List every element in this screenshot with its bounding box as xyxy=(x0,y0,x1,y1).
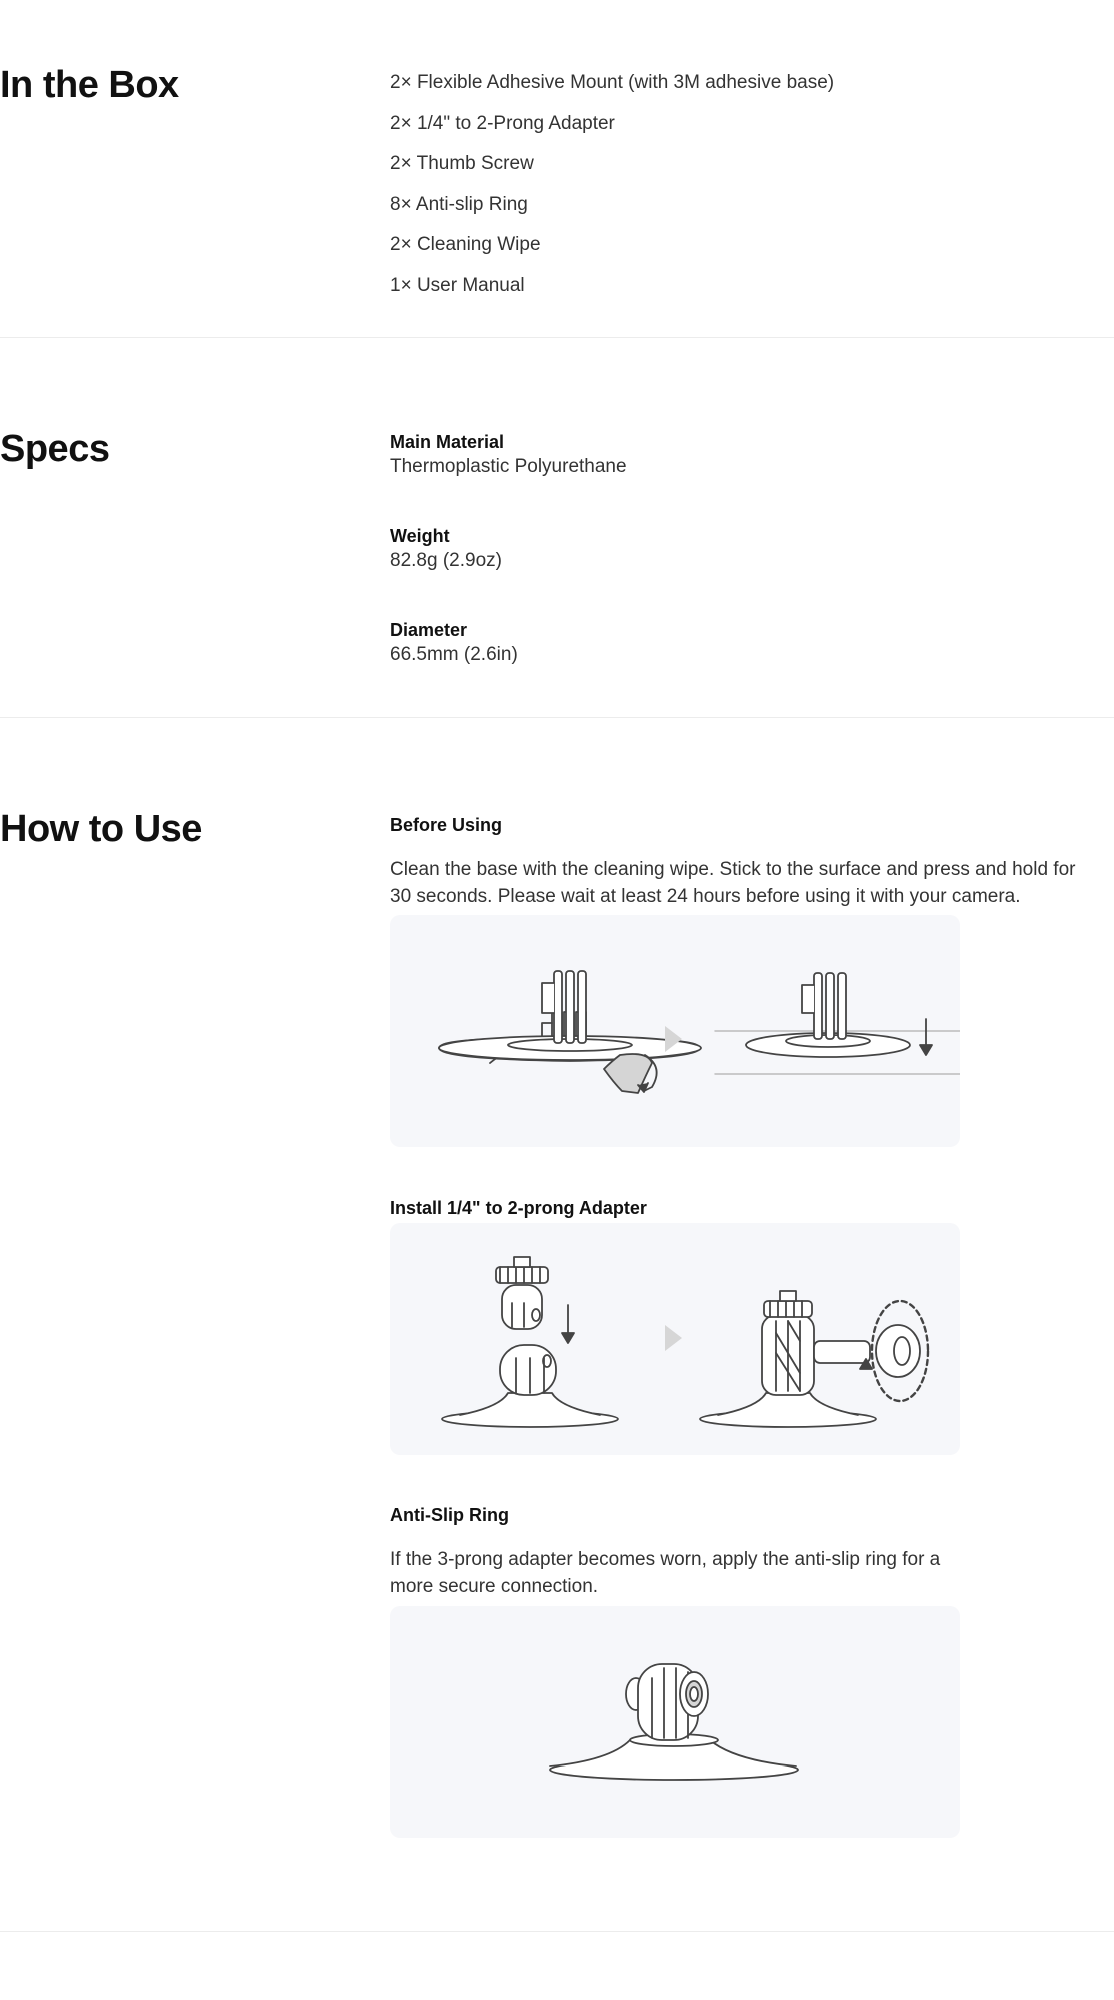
how-to-use-section xyxy=(0,718,1114,1932)
specs-title: Specs xyxy=(0,428,110,470)
how-to-use-title: How to Use xyxy=(0,808,202,850)
step-description: Clean the base with the cleaning wipe. Stick to the surface and press and hold for 30 seconds. Please wait at least 24 hours before using it with your camera. xyxy=(390,859,1076,907)
in-the-box-title: In the Box xyxy=(0,64,179,106)
specs-section xyxy=(0,338,1114,718)
in-the-box-list xyxy=(390,71,1090,314)
list-item: 2× Flexible Adhesive Mount (with 3M adhesive base) xyxy=(390,72,835,93)
mount-with-ring-icon xyxy=(550,1664,798,1780)
list-item: 2× Cleaning Wipe xyxy=(390,234,541,255)
spec-value: 82.8g (2.9oz) xyxy=(390,550,502,571)
anti-slip-ring-illustration xyxy=(390,1606,960,1838)
spec-label: Main Material xyxy=(390,432,505,452)
spec-item-material xyxy=(390,430,1090,480)
step-description: If the 3-prong adapter becomes worn, apply the anti-slip ring for a more secure connection. xyxy=(390,1549,941,1597)
step-heading-install-adapter: Install 1/4" to 2-prong Adapter xyxy=(390,1198,647,1218)
spec-item-weight xyxy=(390,524,1090,574)
spec-item-diameter xyxy=(390,618,1090,668)
list-item: 1× User Manual xyxy=(390,274,525,296)
list-item: 2× Thumb Screw xyxy=(390,153,534,174)
adapter-assembled-icon xyxy=(700,1291,928,1427)
list-item: 8× Anti-slip Ring xyxy=(390,193,528,215)
adapter-separate-icon xyxy=(442,1257,618,1427)
next-step-arrow-icon xyxy=(665,1325,682,1351)
mount-peel-icon xyxy=(439,971,701,1093)
spec-label: Weight xyxy=(390,526,450,546)
specs-list xyxy=(390,430,1090,712)
install-adapter-illustration xyxy=(390,1223,960,1455)
step-heading-before-using: Before Using xyxy=(390,815,503,835)
spec-label: Diameter xyxy=(390,620,468,640)
step-heading-anti-slip-ring: Anti-Slip Ring xyxy=(390,1505,509,1525)
spec-value: Thermoplastic Polyurethane xyxy=(390,456,627,477)
peel-and-stick-mount-illustration xyxy=(390,915,960,1147)
in-the-box-section xyxy=(0,0,1114,338)
spec-value: 66.5mm (2.6in) xyxy=(390,644,518,665)
mount-press-icon xyxy=(715,973,960,1074)
list-item: 2× 1/4" to 2-Prong Adapter xyxy=(390,112,615,134)
